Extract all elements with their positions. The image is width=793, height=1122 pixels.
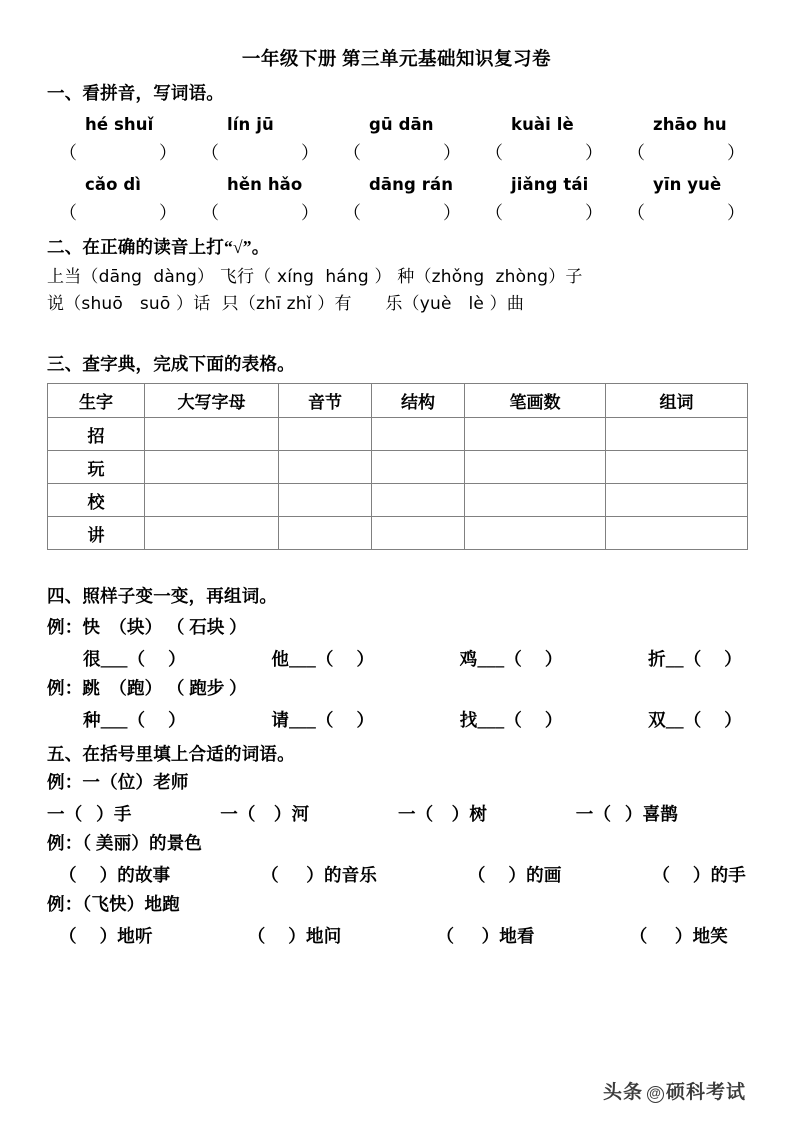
table-cell-strokes[interactable] <box>465 451 606 484</box>
fill-item[interactable]: 很___（ ） <box>83 649 186 670</box>
bracket-right: ） <box>585 142 603 164</box>
table-row <box>48 418 748 451</box>
bracket-right: ） <box>727 142 745 164</box>
table-cell-word[interactable] <box>606 418 748 451</box>
table-cell-strokes[interactable] <box>465 418 606 451</box>
fill-item[interactable]: （ ）的音乐 <box>261 864 378 885</box>
fill-item[interactable]: （ ）的画 <box>467 864 562 885</box>
fill-item[interactable]: 他___（ ） <box>271 649 375 670</box>
pinyin-item: lín jū <box>227 114 274 134</box>
section-1-heading: 一、看拼音，写词语。 <box>47 83 224 104</box>
dictionary-table <box>47 383 748 550</box>
bracket-left: （ <box>485 202 503 224</box>
table-cell-syllable[interactable] <box>279 517 372 550</box>
table-header-cell: 结构 <box>372 384 465 418</box>
fill-item[interactable]: 一（ ）树 <box>397 804 488 825</box>
pronunciation-line-1[interactable]: 上当（dāng dàng） 飞行（ xíng háng ） 种（zhǒng zhòng）子 <box>47 266 583 287</box>
bracket-right: ） <box>301 142 319 164</box>
section-4-heading: 四、照样子变一变，再组词。 <box>47 586 278 607</box>
fill-item[interactable]: 折__（ ） <box>648 649 742 670</box>
section-4-fill-row-2 <box>47 700 746 732</box>
fill-item[interactable]: （ ）的手 <box>652 864 746 885</box>
bracket-right: ） <box>159 142 177 164</box>
pinyin-item: kuài lè <box>511 114 574 134</box>
watermark <box>603 1077 746 1104</box>
table-header-cell: 生字 <box>48 384 145 418</box>
bracket-left: （ <box>59 142 77 164</box>
fill-item[interactable]: 一（ ）河 <box>220 804 310 825</box>
section-5-fill-row-1 <box>47 794 746 826</box>
answer-bracket[interactable] <box>47 139 189 165</box>
table-cell-syllable[interactable] <box>279 451 372 484</box>
answer-bracket-row-2 <box>47 194 746 225</box>
pinyin-item: jiǎng tái <box>511 174 589 194</box>
table-cell-syllable[interactable] <box>279 418 372 451</box>
table-cell-structure[interactable] <box>372 451 465 484</box>
bracket-right: ） <box>159 202 177 224</box>
fill-item[interactable]: 一（ ）手 <box>47 804 132 825</box>
fill-item[interactable]: （ ）地看 <box>436 925 535 946</box>
table-cell-structure[interactable] <box>372 517 465 550</box>
bracket-right: ） <box>585 202 603 224</box>
table-header-row <box>48 384 748 418</box>
table-cell-word[interactable] <box>606 517 748 550</box>
bracket-left: （ <box>201 142 219 164</box>
answer-bracket-row-1 <box>47 134 746 165</box>
answer-bracket[interactable] <box>331 139 473 165</box>
table-header-cell: 大写字母 <box>145 384 279 418</box>
answer-bracket[interactable] <box>473 199 615 225</box>
table-cell-upper[interactable] <box>145 517 279 550</box>
table-cell-char: 玩 <box>48 451 145 484</box>
pinyin-item: hěn hǎo <box>227 174 303 194</box>
bracket-left: （ <box>343 142 361 164</box>
answer-bracket[interactable] <box>615 139 757 165</box>
section-2-heading: 二、在正确的读音上打“√”。 <box>47 236 270 257</box>
bracket-left: （ <box>59 202 77 224</box>
bracket-left: （ <box>201 202 219 224</box>
at-icon: @ <box>647 1086 664 1103</box>
table-cell-upper[interactable] <box>145 451 279 484</box>
bracket-left: （ <box>343 202 361 224</box>
bracket-left: （ <box>485 142 503 164</box>
answer-bracket[interactable] <box>615 199 757 225</box>
pinyin-item: cǎo dì <box>85 174 142 194</box>
fill-item[interactable]: 找___（ ） <box>459 709 563 730</box>
section-5-example-3: 例：（飞快）地跑 <box>47 893 180 914</box>
table-row <box>48 517 748 550</box>
section-5-fill-row-2 <box>47 855 746 887</box>
fill-item[interactable]: 请___（ ） <box>271 709 375 730</box>
pinyin-row-1 <box>47 105 746 134</box>
table-cell-upper[interactable] <box>145 418 279 451</box>
section-5-example-1: 例：一（位）老师 <box>47 772 189 793</box>
table-cell-upper[interactable] <box>145 484 279 517</box>
watermark-brand: 头条 <box>602 1082 643 1103</box>
table-row <box>48 484 748 517</box>
section-5-heading: 五、在括号里填上合适的词语。 <box>47 743 295 764</box>
table-cell-structure[interactable] <box>372 418 465 451</box>
section-3-heading: 三、查字典，完成下面的表格。 <box>47 353 295 374</box>
table-row <box>48 451 748 484</box>
table-cell-structure[interactable] <box>372 484 465 517</box>
bracket-right: ） <box>443 202 461 224</box>
table-cell-syllable[interactable] <box>279 484 372 517</box>
table-cell-word[interactable] <box>606 484 748 517</box>
fill-item[interactable]: 一（ ）喜鹊 <box>575 804 678 825</box>
fill-item[interactable]: （ ）地笑 <box>629 925 728 946</box>
pinyin-item: hé shuǐ <box>85 114 154 134</box>
pinyin-item: gū dān <box>369 114 434 134</box>
section-4-example-2: 例：跳 （跑） （ 跑步 ） <box>47 678 247 699</box>
fill-item[interactable]: （ ）地听 <box>59 925 153 946</box>
table-cell-word[interactable] <box>606 451 748 484</box>
pinyin-item: dāng rán <box>369 174 454 194</box>
fill-item[interactable]: 双__（ ） <box>648 709 742 730</box>
table-header-cell: 组词 <box>606 384 748 418</box>
section-5-fill-row-3 <box>47 916 746 948</box>
table-cell-strokes[interactable] <box>465 484 606 517</box>
answer-bracket[interactable] <box>331 199 473 225</box>
bracket-left: （ <box>627 142 645 164</box>
pinyin-item: yīn yuè <box>653 174 722 194</box>
table-cell-char: 校 <box>48 484 145 517</box>
fill-item[interactable]: 鸡___（ ） <box>459 649 563 670</box>
pinyin-item: zhāo hu <box>653 114 727 134</box>
table-header-cell: 笔画数 <box>465 384 606 418</box>
bracket-left: （ <box>627 202 645 224</box>
pronunciation-line-2[interactable]: 说（shuō suō ）话 只（zhī zhǐ ）有 乐（yuè lè ）曲 <box>47 294 525 315</box>
table-cell-strokes[interactable] <box>465 517 606 550</box>
section-5-example-2: 例：（ 美丽）的景色 <box>47 833 203 854</box>
table-cell-char: 招 <box>48 418 145 451</box>
watermark-account: 硕科考试 <box>665 1082 746 1103</box>
bracket-right: ） <box>443 142 461 164</box>
table-cell-char: 讲 <box>48 517 145 550</box>
section-4-fill-row-1 <box>47 639 746 671</box>
bracket-right: ） <box>301 202 319 224</box>
pinyin-row-2 <box>47 165 746 194</box>
bracket-right: ） <box>727 202 745 224</box>
fill-item[interactable]: （ ）的故事 <box>59 864 171 885</box>
fill-item[interactable]: 种___（ ） <box>83 709 186 730</box>
section-4-example-1: 例：快 （块） （ 石块 ） <box>47 617 247 638</box>
answer-bracket[interactable] <box>189 139 331 165</box>
answer-bracket[interactable] <box>189 199 331 225</box>
answer-bracket[interactable] <box>473 139 615 165</box>
fill-item[interactable]: （ ）地问 <box>247 925 342 946</box>
answer-bracket[interactable] <box>47 199 189 225</box>
table-header-cell: 音节 <box>279 384 372 418</box>
page-title: 一年级下册 第三单元基础知识复习卷 <box>241 50 552 70</box>
